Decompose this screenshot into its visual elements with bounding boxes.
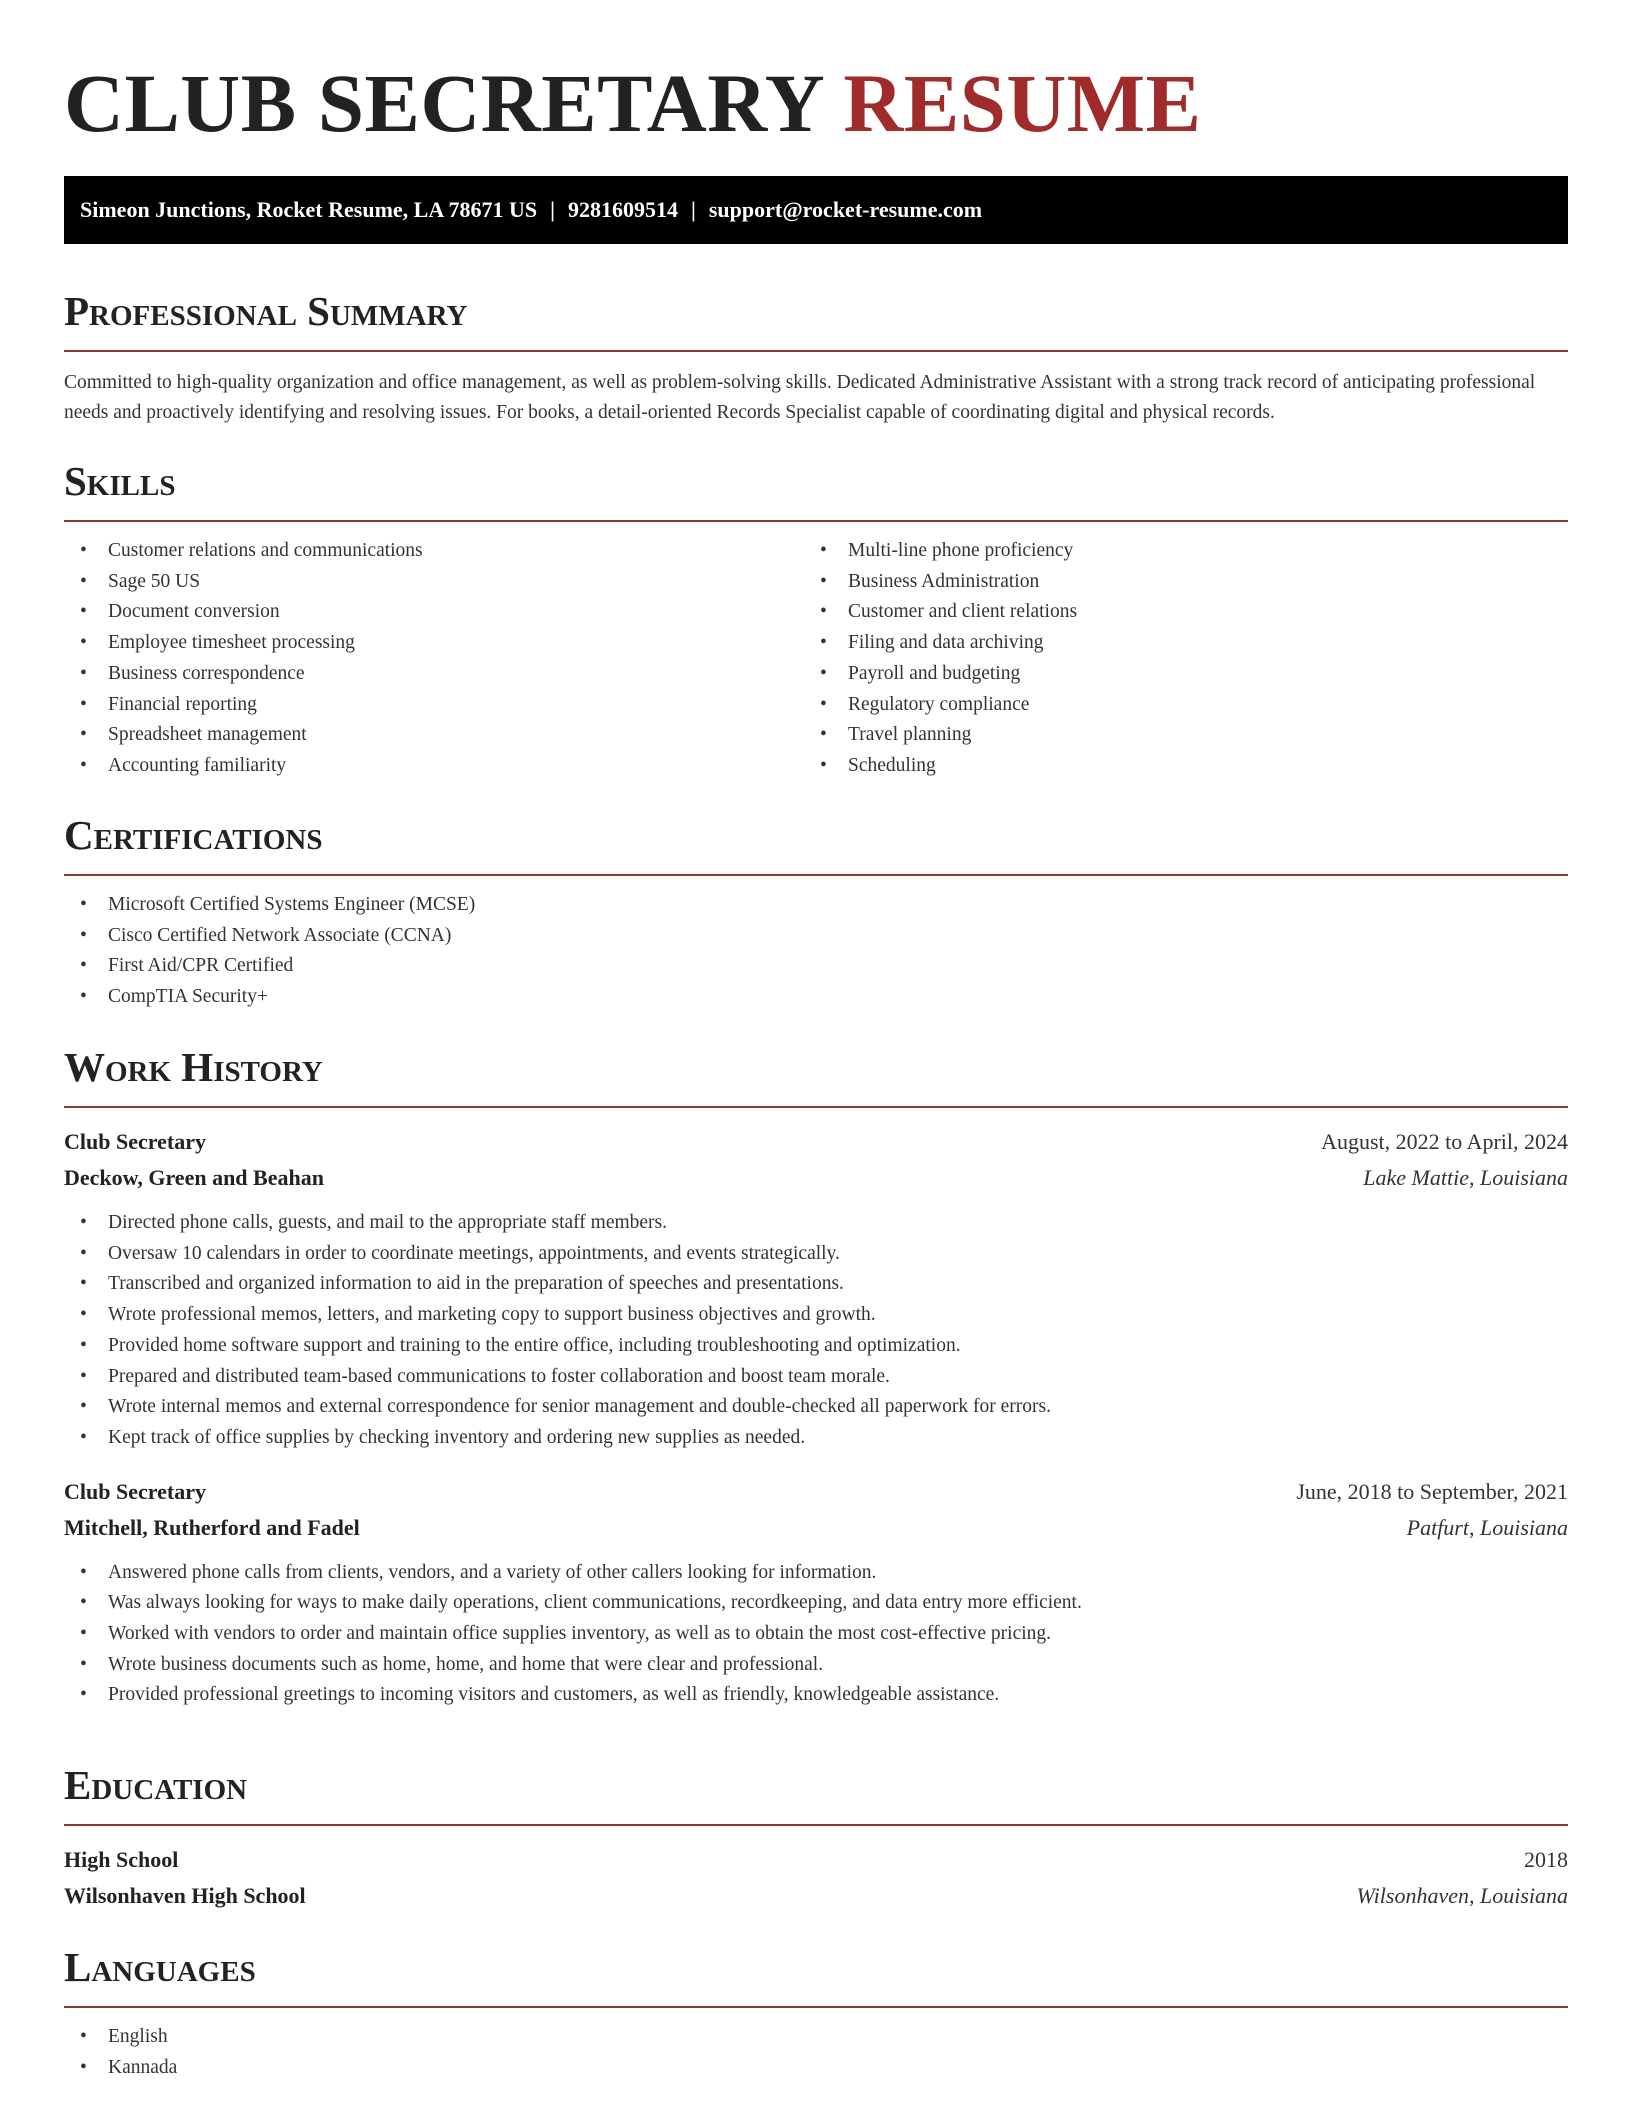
job-dates: August, 2022 to April, 2024: [1321, 1129, 1568, 1154]
skill-item: • Spreadsheet management: [64, 720, 804, 751]
job-entry: [64, 1124, 1568, 1454]
skill-item: • Payroll and budgeting: [804, 659, 1544, 690]
skill-item: • Financial reporting: [64, 690, 804, 721]
section-title-education: Education: [64, 1762, 248, 1808]
skill-item: • Document conversion: [64, 597, 804, 628]
job-company: Mitchell, Rutherford and Fadel: [64, 1514, 360, 1540]
certifications-section: [64, 810, 1568, 1013]
languages-list: [64, 2022, 1568, 2083]
job-bullet: • Wrote professional memos, letters, and marketing copy to support business objectives and growth.: [64, 1300, 1568, 1331]
job-role: Club Secretary: [64, 1478, 206, 1504]
section-title-languages: Languages: [64, 1944, 256, 1990]
job-bullet: • Answered phone calls from clients, vendors, and a variety of other callers looking for information.: [64, 1558, 1568, 1589]
job-company: Deckow, Green and Beahan: [64, 1165, 324, 1190]
section-divider: [64, 874, 1568, 876]
job-bullet: • Worked with vendors to order and maintain office supplies inventory, as well as to obtain the most cost-effective pricing.: [64, 1619, 1568, 1650]
summary-section: [64, 286, 1568, 428]
job-bullets: [64, 1208, 1568, 1454]
resume-page: [64, 0, 1568, 2078]
education-degree: High School: [64, 1847, 179, 1872]
job-subheader: [64, 1160, 1568, 1196]
skills-list-left: [64, 536, 804, 782]
section-divider: [64, 520, 1568, 522]
resume-title: [64, 0, 1568, 148]
job-bullet: • Wrote business documents such as home, home, and home that were clear and professional.: [64, 1650, 1568, 1681]
contact-address: Simeon Junctions, Rocket Resume, LA 78671 US: [80, 197, 538, 222]
languages-section: [64, 1942, 1568, 2083]
contact-bar: [64, 176, 1568, 244]
section-title-certifications: Certifications: [64, 812, 323, 858]
job-dates: June, 2018 to September, 2021: [1296, 1478, 1568, 1504]
section-title-skills: Skills: [64, 458, 176, 504]
skills-section: [64, 456, 1568, 782]
section-divider: [64, 2006, 1568, 2008]
skill-item: • Travel planning: [804, 720, 1544, 751]
section-divider: [64, 1824, 1568, 1826]
title-accent: RESUME: [843, 57, 1202, 149]
skill-item: • Scheduling: [804, 751, 1544, 782]
education-subheader: [64, 1878, 1568, 1914]
section-divider: [64, 350, 1568, 352]
contact-separator: |: [691, 197, 696, 222]
summary-text: Committed to high-quality organization and office management, as well as problem-solving skills. Dedicated Administrative Assistant with a strong track record of anticipating professional needs and proactively identifying and resolving issues. For books, a detail-oriented Records Specialist capable of coordinating digital and physical records.: [64, 372, 1536, 423]
job-subheader: [64, 1510, 1568, 1546]
education-header: [64, 1842, 1568, 1878]
contact-phone: 9281609514: [568, 197, 678, 222]
skills-list-right: [804, 536, 1544, 782]
skill-item: • Business Administration: [804, 567, 1544, 598]
job-entry: [64, 1474, 1568, 1712]
language-item: • English: [64, 2022, 1568, 2053]
job-header: [64, 1124, 1568, 1160]
title-main: CLUB SECRETARY: [64, 57, 823, 149]
job-role: Club Secretary: [64, 1129, 206, 1154]
job-bullet: • Directed phone calls, guests, and mail to the appropriate staff members.: [64, 1208, 1568, 1239]
job-bullet: • Oversaw 10 calendars in order to coordinate meetings, appointments, and events strategically.: [64, 1239, 1568, 1270]
contact-email: support@rocket-resume.com: [708, 197, 983, 222]
certifications-list: [64, 890, 1568, 1013]
job-bullet: • Transcribed and organized information to aid in the preparation of speeches and presentations.: [64, 1269, 1568, 1300]
contact-separator: |: [550, 197, 555, 222]
skill-item: • Accounting familiarity: [64, 751, 804, 782]
skill-item: • Regulatory compliance: [804, 690, 1544, 721]
skill-item: • Filing and data archiving: [804, 628, 1544, 659]
section-title-summary: Professional Summary: [64, 288, 468, 334]
education-entry: [64, 1842, 1568, 1914]
work-history-section: [64, 1042, 1568, 1711]
education-section: [64, 1760, 1568, 1914]
skill-item: • Business correspondence: [64, 659, 804, 690]
job-bullet: • Wrote internal memos and external correspondence for senior management and double-checked all paperwork for errors.: [64, 1392, 1568, 1423]
section-divider: [64, 1106, 1568, 1108]
skill-item: • Employee timesheet processing: [64, 628, 804, 659]
job-bullets: [64, 1558, 1568, 1712]
job-bullet: • Prepared and distributed team-based communications to foster collaboration and boost team morale.: [64, 1362, 1568, 1393]
skill-item: • Multi-line phone proficiency: [804, 536, 1544, 567]
job-bullet: • Provided home software support and training to the entire office, including troubleshooting and optimization.: [64, 1331, 1568, 1362]
certification-item: • Cisco Certified Network Associate (CCNA): [64, 921, 1568, 952]
job-location: Lake Mattie, Louisiana: [1363, 1165, 1568, 1190]
skills-grid: [64, 536, 1568, 782]
education-school: Wilsonhaven High School: [64, 1883, 306, 1908]
certification-item: • Microsoft Certified Systems Engineer (MCSE): [64, 890, 1568, 921]
certification-item: • CompTIA Security+: [64, 982, 1568, 1013]
language-item: • Kannada: [64, 2053, 1568, 2084]
education-location: Wilsonhaven, Louisiana: [1356, 1883, 1568, 1908]
job-header: [64, 1474, 1568, 1510]
job-bullet: • Kept track of office supplies by checking inventory and ordering new supplies as needed.: [64, 1423, 1568, 1454]
education-year: 2018: [1524, 1847, 1568, 1872]
skill-item: • Customer relations and communications: [64, 536, 804, 567]
skill-item: • Sage 50 US: [64, 567, 804, 598]
job-bullet: • Provided professional greetings to incoming visitors and customers, as well as friendly, knowledgeable assistance.: [64, 1680, 1568, 1711]
section-title-work-history: Work History: [64, 1044, 323, 1090]
skill-item: • Customer and client relations: [804, 597, 1544, 628]
job-location: Patfurt, Louisiana: [1406, 1514, 1568, 1540]
certification-item: • First Aid/CPR Certified: [64, 951, 1568, 982]
job-bullet: • Was always looking for ways to make daily operations, client communications, recordkeeping, and data entry more efficient.: [64, 1588, 1568, 1619]
